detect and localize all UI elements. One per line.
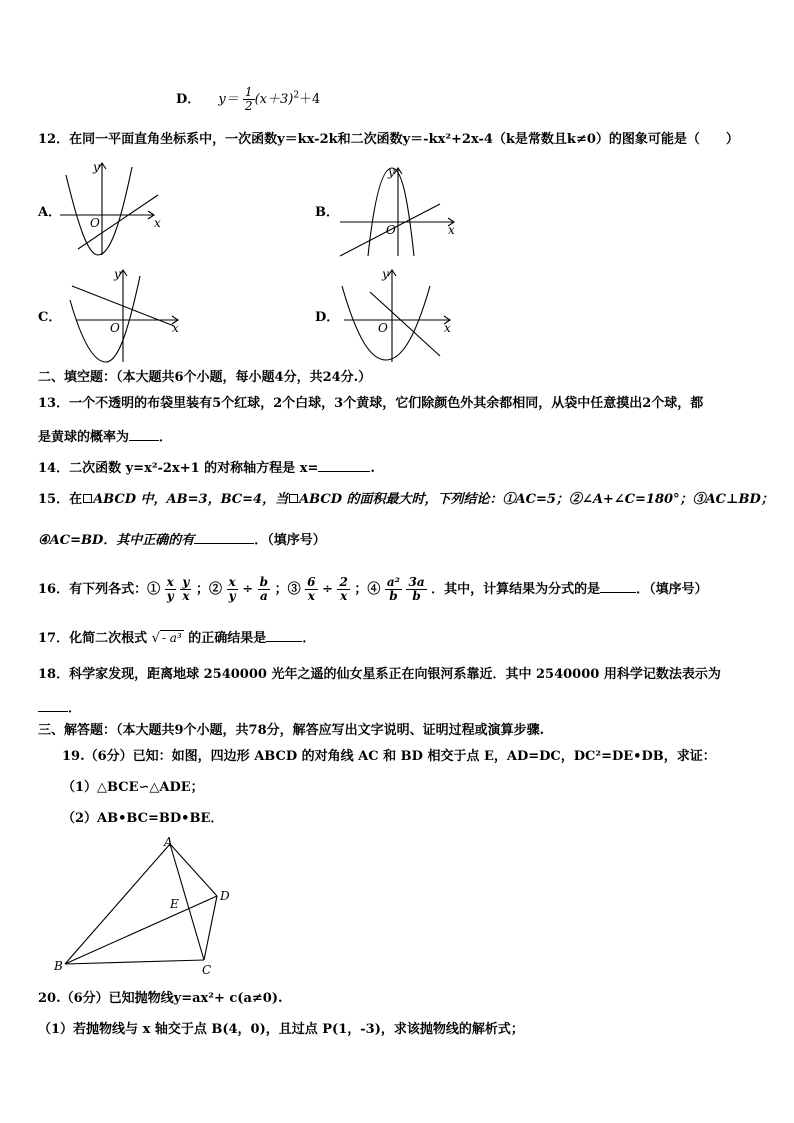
frac-denominator: a — [259, 589, 268, 603]
axis-y-label: y — [93, 160, 100, 174]
frac-denominator: y — [166, 589, 174, 603]
q14-line — [38, 459, 375, 477]
q16-prefix: 16．有下列各式：① — [38, 582, 161, 597]
q17-prefix: 17．化简二次根式 — [38, 631, 148, 646]
q16-frac-1b — [180, 576, 191, 603]
q15-line1-b: ABCD 中，AB=3，BC=4，当 — [93, 492, 289, 507]
q17-answer-blank[interactable] — [266, 629, 302, 642]
axis-x-label: x — [172, 321, 179, 335]
q16-answer-blank[interactable] — [600, 580, 636, 593]
q15-answer-blank[interactable] — [194, 531, 254, 544]
origin-label: O — [110, 321, 120, 335]
q20-part-1: （1）若抛物线与 x 轴交于点 B(4，0)，且过点 P(1，-3)，求该抛物线的解析式； — [38, 1022, 524, 1037]
q16-frac-1a — [165, 576, 176, 603]
origin-label: O — [378, 321, 388, 335]
label-b: B — [54, 959, 63, 973]
frac-numerator: 1 — [244, 85, 253, 99]
q15-line2-text: ④AC=BD．其中正确的有 — [38, 533, 195, 548]
q16-marker-4: ；④ — [354, 582, 381, 597]
label-a: A — [164, 835, 173, 849]
q13-end: ． — [159, 430, 173, 445]
q16-op-3: ÷ — [322, 582, 333, 597]
q16-line — [38, 574, 708, 606]
frac-denominator: b — [412, 589, 421, 603]
q19-part-1: （1）△BCE∽△ADE； — [62, 780, 204, 795]
frac-numerator: 6 — [307, 575, 316, 589]
q16-end: ．（填序号） — [636, 582, 708, 597]
q18-line2 — [38, 699, 81, 717]
frac-denominator: y — [228, 589, 236, 603]
frac-numerator: b — [259, 575, 269, 589]
frac-numerator: y — [180, 576, 191, 590]
q11-option-d-label: D． — [176, 92, 201, 107]
q16-frac-4a — [385, 576, 402, 603]
q18-end: ． — [68, 701, 82, 716]
q17-sqrt: √ - a³ — [151, 631, 182, 646]
q18-answer-blank[interactable] — [38, 699, 68, 712]
axis-x-label: x — [154, 216, 161, 230]
q11-option-d — [176, 86, 320, 113]
q12-graph-c — [58, 262, 188, 367]
axis-y-label: y — [388, 165, 395, 179]
frac-numerator: x — [228, 575, 236, 589]
q16-frac-2b — [258, 576, 270, 603]
parallelogram-icon — [83, 494, 92, 503]
frac-denominator: x — [340, 589, 348, 603]
frac-numerator: a² — [386, 575, 400, 589]
origin-label: O — [90, 216, 100, 230]
frac-denominator: x — [182, 589, 190, 603]
q13-line2-text: 是黄球的概率为 — [38, 430, 130, 445]
q15-line2 — [38, 531, 326, 549]
q13-line1: 13．一个不透明的布袋里装有5个红球，2个白球，3个黄球，它们除颜色外其余都相同，从袋中任意摸出2个球，都 — [38, 396, 704, 411]
q12-graph-d — [330, 262, 460, 367]
q19-quadrilateral-figure — [50, 836, 240, 976]
q15-line1-c: ABCD 的面积最大时，下列结论：①AC=5；②∠A+∠C=180°；③AC⊥BD； — [299, 492, 774, 507]
q11-option-d-rest: (x＋3) — [254, 92, 294, 107]
axis-x-label: x — [448, 223, 455, 237]
axis-y-label: y — [114, 267, 121, 281]
q14-answer-blank[interactable] — [318, 459, 370, 472]
q17-line — [38, 629, 315, 647]
q16-op-2: ÷ — [242, 582, 254, 597]
q12-option-c-label: C． — [38, 310, 62, 325]
frac-denominator: b — [389, 589, 398, 603]
q12-option-d-label: D． — [315, 310, 340, 325]
q17-end: ． — [302, 631, 316, 646]
frac-numerator: x — [166, 575, 174, 589]
q20-text: 20.（6分）已知抛物线y=ax²+ c(a≠0). — [38, 991, 283, 1006]
q16-frac-2a — [227, 576, 238, 603]
axis-x-label: x — [444, 321, 451, 335]
frac-denominator: 2 — [244, 99, 253, 113]
frac-denominator: x — [307, 589, 315, 603]
frac-numerator: 2 — [339, 575, 348, 589]
q14-text: 14．二次函数 y=x²-2x+1 的对称轴方程是 x= — [38, 461, 319, 476]
q19-part-2: （2）AB•BC=BD•BE． — [62, 811, 224, 826]
q16-marker-3: ；③ — [274, 582, 301, 597]
q16-marker-2: ；② — [196, 582, 223, 597]
q12-option-a-label: A． — [38, 205, 62, 220]
frac-numerator: 3a — [408, 575, 425, 589]
q16-suffix: ．其中，计算结果为分式的是 — [431, 582, 601, 597]
q12-graph-a — [58, 155, 168, 260]
origin-label: O — [386, 223, 396, 237]
label-d: D — [220, 889, 230, 903]
q11-option-d-lhs: y＝ — [218, 92, 239, 107]
q16-frac-3b — [337, 576, 349, 603]
q16-frac-3a — [305, 576, 317, 603]
q18-line1: 18．科学家发现，距离地球 2540000 光年之遥的仙女星系正在向银河系靠近．其中 2540000 用科学记数法表示为 — [38, 667, 721, 682]
q13-line2 — [38, 428, 172, 446]
q12-option-b-label: B． — [315, 205, 339, 220]
section-2-heading: 二、填空题：（本大题共6个小题，每小题4分，共24分.） — [38, 370, 372, 385]
q12-graph-b — [330, 160, 460, 260]
label-e: E — [170, 897, 179, 911]
parallelogram-icon — [289, 494, 298, 503]
q11-option-d-sup: 2 — [293, 90, 300, 101]
q15-line1 — [38, 492, 774, 508]
axis-y-label: y — [382, 267, 389, 281]
q11-option-d-fraction — [243, 86, 255, 113]
label-c: C — [202, 963, 212, 977]
q12-question: 12．在同一平面直角坐标系中，一次函数y＝kx-2k和二次函数y＝-kx²+2x-4（k是常数且k≠0）的图象可能是（ ） — [38, 132, 739, 147]
q19-text: 19.（6分）已知：如图，四边形 ABCD 的对角线 AC 和 BD 相交于点 E，AD=DC，DC²=DE•DB，求证： — [62, 749, 716, 764]
q17-suffix: 的正确结果是 — [188, 631, 267, 646]
q11-option-d-tail: ＋4 — [299, 92, 321, 107]
section-3-heading: 三、解答题：（本大题共9个小题，共78分，解答应写出文字说明、证明过程或演算步骤. — [38, 723, 545, 738]
q13-answer-blank[interactable] — [129, 428, 159, 441]
q15-line1-a: 15．在 — [38, 492, 83, 507]
q15-line2-end: ．（填序号） — [254, 533, 326, 548]
q16-frac-4b — [406, 576, 426, 603]
q14-end: . — [370, 461, 375, 476]
q17-radicand: - a³ — [161, 631, 182, 645]
